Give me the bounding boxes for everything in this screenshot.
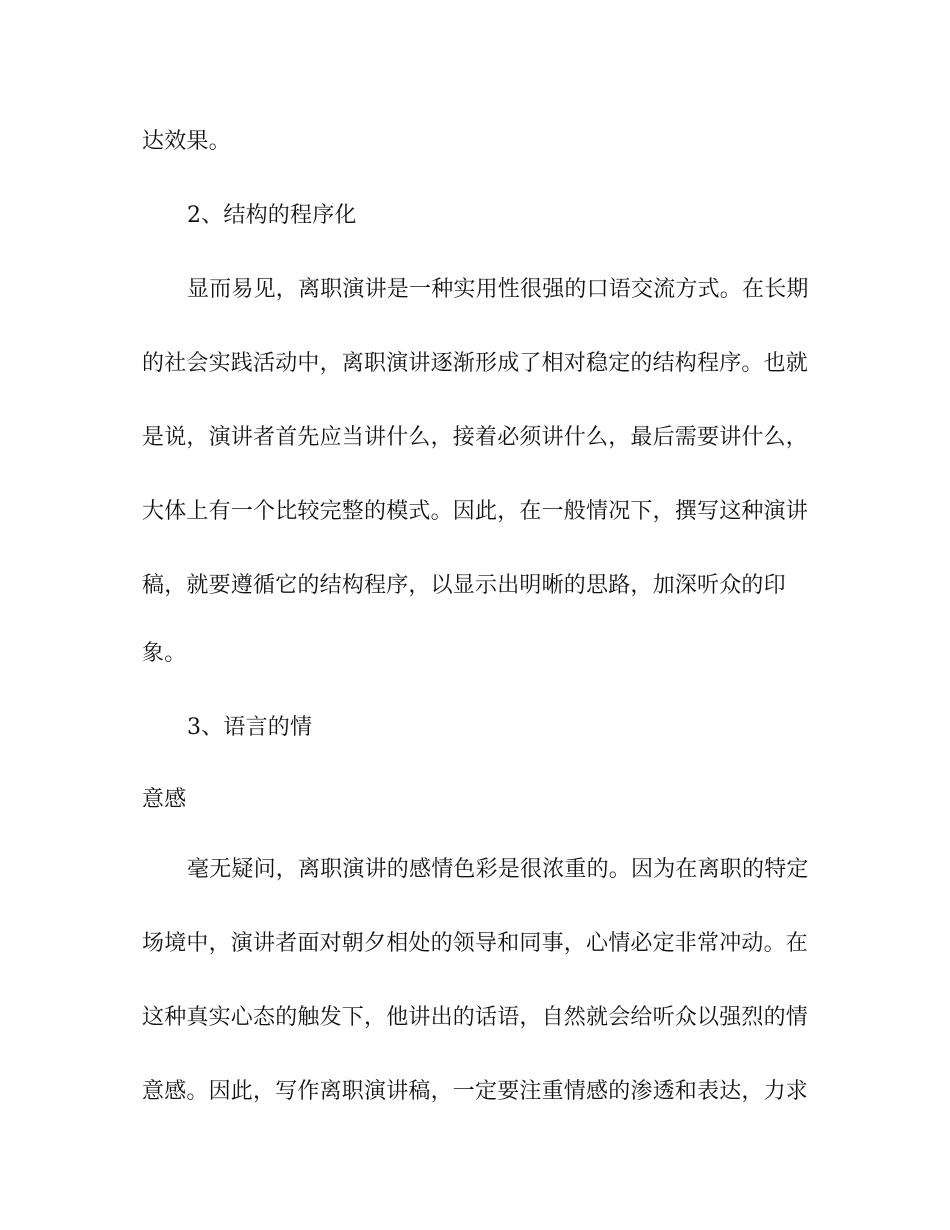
paragraph-line: 大体上有一个比较完整的模式。因此，在一般情况下，撰写这种演讲 [142,499,809,524]
paragraph-line: 象。 [142,641,187,666]
section-heading-language: 3、语言的情 [187,715,313,740]
paragraph-line: 意感。因此，写作离职演讲稿，一定要注重情感的渗透和表达，力求 [142,1079,809,1104]
paragraph-line: 毫无疑问，离职演讲的感情色彩是很浓重的。因为在离职的特定 [187,857,809,882]
paragraph-line: 是说，演讲者首先应当讲什么，接着必须讲什么，最后需要讲什么， [142,425,809,450]
paragraph-line: 达效果。 [142,129,231,154]
paragraph-line: 的社会实践活动中，离职演讲逐渐形成了相对稳定的结构程序。也就 [142,351,809,376]
section-heading-continuation: 意感 [142,787,187,812]
section-heading-structure: 2、结构的程序化 [187,203,357,228]
paragraph-line: 显而易见，离职演讲是一种实用性很强的口语交流方式。在长期 [187,277,809,302]
paragraph-line: 场境中，演讲者面对朝夕相处的领导和同事，心情必定非常冲动。在 [142,931,809,956]
paragraph-line: 稿，就要遵循它的结构程序，以显示出明晰的思路，加深听众的印 [142,573,786,598]
paragraph-line: 这种真实心态的触发下，他讲出的话语，自然就会给听众以强烈的情 [142,1005,809,1030]
